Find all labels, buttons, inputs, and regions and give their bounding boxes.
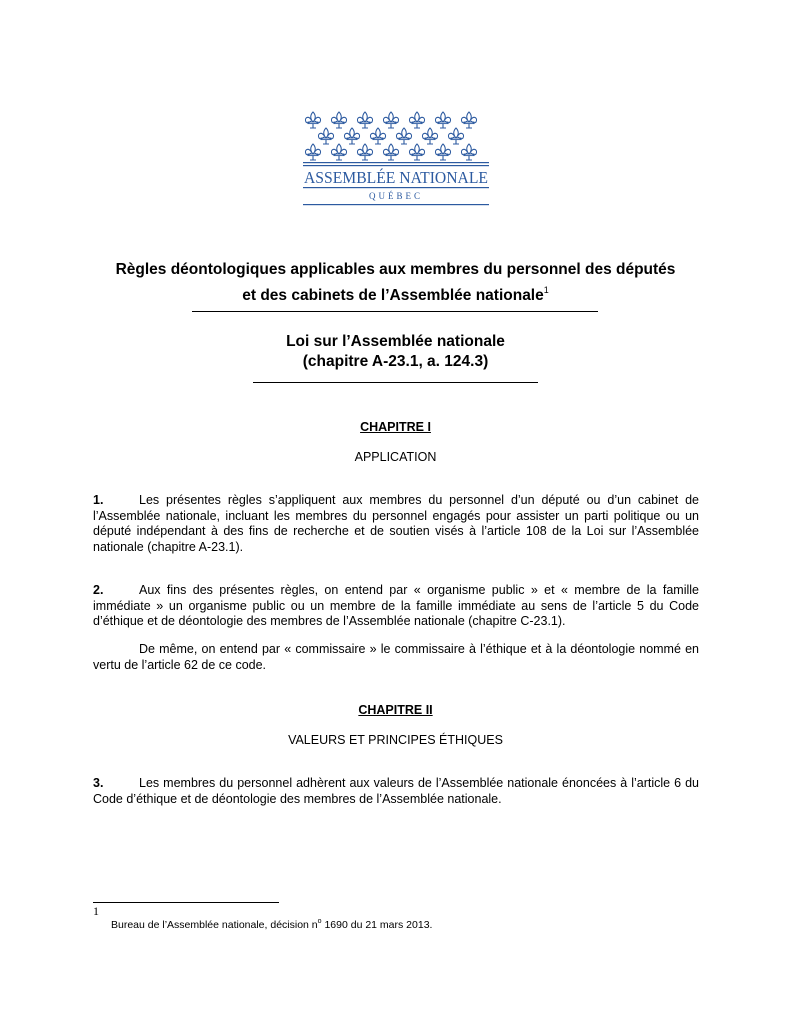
article-1 — [93, 493, 699, 555]
fleur-de-lis-row-1 — [305, 112, 476, 128]
article-2-number: 2. — [93, 583, 104, 597]
fleur-de-lis-row-3 — [305, 144, 476, 160]
assemblee-nationale-logo — [301, 108, 491, 208]
article-1-text: Les présentes règles s’appliquent aux membres du personnel d’un député ou d’un cabinet de l’Assemblée nationale, incluant les membres du personnel engagés pour assister un parti politique ou un député indépendant à des fins de recherche et de soutien visés à l’article 108 de la Loi sur l’Assemblée nationale (chapitre A-23.1). — [93, 493, 699, 554]
law-reference — [60, 332, 731, 372]
document-title — [60, 260, 731, 306]
article-1-number: 1. — [93, 493, 104, 507]
law-line-2: (chapitre A-23.1, a. 124.3) — [302, 353, 489, 370]
logo-name: ASSEMBLÉE NATIONALE — [304, 168, 488, 187]
logo-sub: QUÉBEC — [369, 191, 423, 201]
chapter-1-heading: CHAPITRE I — [360, 420, 431, 434]
chapter-2-heading: CHAPITRE II — [358, 703, 433, 717]
article-2 — [93, 583, 699, 630]
law-line-1: Loi sur l’Assemblée nationale — [286, 333, 505, 350]
footnote-rule — [93, 902, 279, 903]
fleur-de-lis-row-2 — [318, 128, 463, 144]
footnote-text: Bureau de l’Assemblée nationale, décision $n^o$ 1690 du 21 mars 2013. — [111, 918, 433, 931]
chapter-1-subtitle: APPLICATION — [354, 450, 437, 464]
footnote-ref: 1 — [543, 285, 549, 295]
article-2-text: Aux fins des présentes règles, on entend par « organisme public » et « membre de la famille immédiate » un organisme public ou un membre de la famille immédiate au sens de l’article 5 du Code d’éthique et de déontologie des membres de l’Assemblée nationale (chapitre C-23.1). — [93, 583, 699, 629]
chapter-2-subtitle: VALEURS ET PRINCIPES ÉTHIQUES — [288, 733, 503, 747]
title-line-1: Règles déontologiques applicables aux membres du personnel des députés — [115, 261, 676, 278]
title-line-2: et des cabinets de l’Assemblée nationale$^1$ — [242, 285, 549, 304]
article-3 — [93, 776, 699, 807]
footnote-mark: 1 — [93, 904, 99, 918]
article-2-paragraph-2: De même, on entend par « commissaire » le commissaire à l’éthique et à la déontologie nommé en vertu de l’article 62 de ce code. — [93, 642, 699, 672]
article-3-number: 3. — [93, 776, 104, 790]
title-rule — [192, 311, 598, 312]
footnote — [93, 904, 713, 931]
law-rule — [253, 382, 538, 383]
article-3-text: Les membres du personnel adhèrent aux valeurs de l’Assemblée nationale énoncées à l’article 6 du Code d’éthique et de déontologie des membres de l’Assemblée nationale. — [93, 776, 699, 806]
